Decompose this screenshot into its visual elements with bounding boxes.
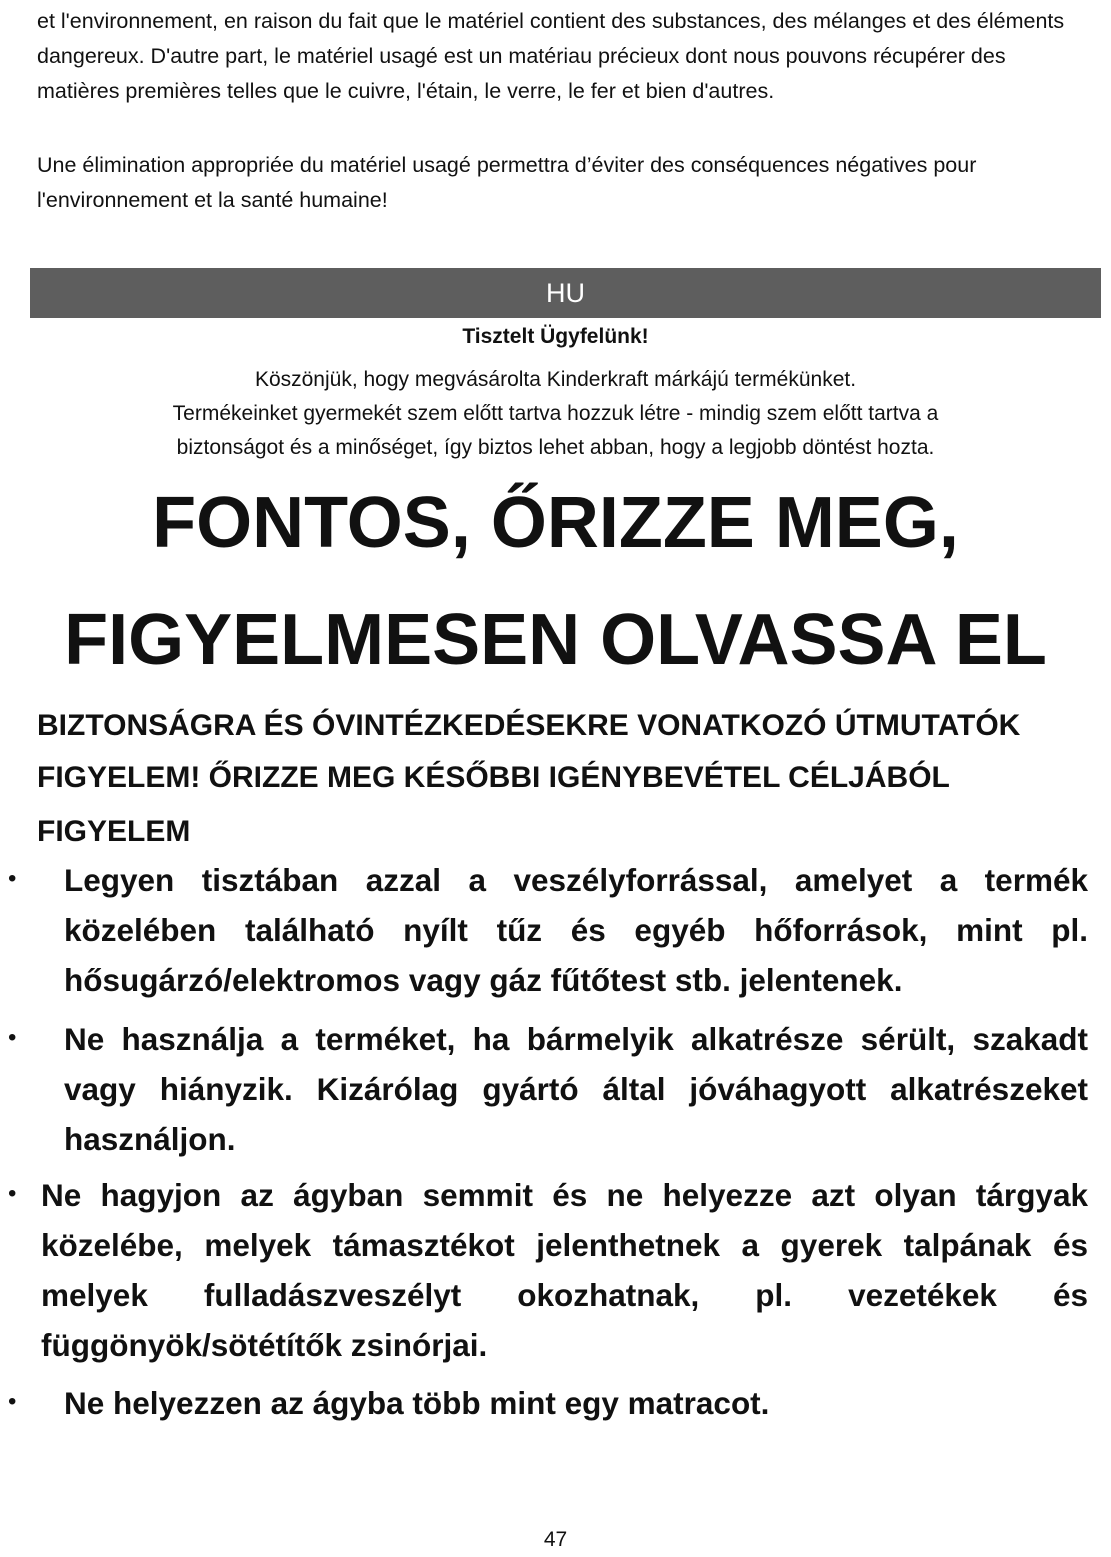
intro-line-1: Köszönjük, hogy megvásárolta Kinderkraft márkájú termékünket. — [254, 368, 857, 391]
fr-paragraph-consequences: Une élimination appropriée du matériel usagé permettra d’éviter des conséquences négatives pour l'environnement et la santé humaine! — [37, 153, 977, 212]
bullet-text: Ne helyezzen az ágyba több mint egy matracot. — [64, 1385, 770, 1421]
bullet-text: Ne hagyjon az ágyban semmit és ne helyezze azt olyan tárgyak közelébe, melyek támasztékot jelenthetnek a gyerek talpának és melyek fulladászveszélyt okozhatnak, pl. vezetékek és függönyök/sötétítők zsinórjai. — [41, 1177, 1088, 1363]
bullet-icon: • — [8, 1388, 17, 1415]
language-section-header-hu: HU — [30, 268, 1101, 318]
headline-read-carefully: FIGYELMESEN OLVASSA EL — [64, 600, 1047, 680]
subheading-warning: FIGYELEM — [37, 815, 191, 848]
intro-line-3: biztonságot és a minőséget, így biztos lehet abban, hogy a legjobb döntést hozta. — [176, 436, 935, 459]
subheading-keep-for-reference: FIGYELEM! ŐRIZZE MEG KÉSŐBBI IGÉNYBEVÉTEL CÉLJÁBÓL — [37, 761, 950, 794]
page-number: 47 — [543, 1528, 568, 1551]
headline-important: FONTOS, ŐRIZZE MEG, — [152, 483, 959, 563]
subheading-safety-instructions: BIZTONSÁGRA ÉS ÓVINTÉZKEDÉSEKRE VONATKOZÓ ÚTMUTATÓK — [37, 709, 1021, 742]
bullet-icon: • — [8, 1024, 17, 1051]
bullet-icon: • — [8, 865, 17, 892]
fr-paragraph-disposal: et l'environnement, en raison du fait que le matériel contient des substances, des mélanges et des éléments dangereux. D'autre part, le matériel usagé est un matériau précieux dont nous pouvons récupérer des matières premières telles que le cuivre, l'étain, le verre, le fer et bien d'autres. — [37, 9, 1065, 103]
greeting: Tisztelt Ügyfelünk! — [462, 325, 649, 348]
bullet-text: Ne használja a terméket, ha bármelyik alkatrésze sérült, szakadt vagy hiányzik. Kizárólag gyártó által jóváhagyott alkatrészeket használjon. — [64, 1021, 1088, 1157]
bullet-text: Legyen tisztában azzal a veszélyforrással, amelyet a termék közelében található nyílt tűz és egyéb hőforrások, mint pl. hősugárzó/elektromos vagy gáz fűtőtest stb. jelentenek. — [64, 862, 1088, 998]
bullet-icon: • — [8, 1180, 17, 1207]
intro-line-2: Termékeinket gyermekét szem előtt tartva hozzuk létre - mindig szem előtt tartva a — [172, 402, 939, 425]
